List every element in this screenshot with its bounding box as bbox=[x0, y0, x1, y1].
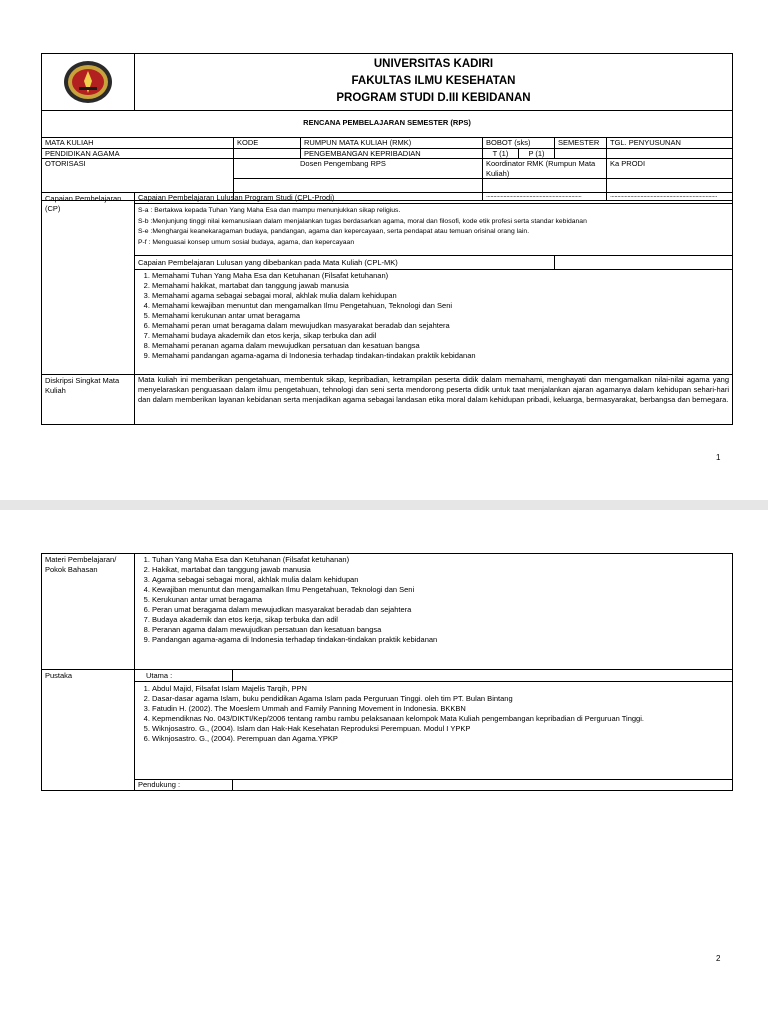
dosen-label: Dosen Pengembang RPS bbox=[234, 159, 483, 179]
page-number-1: 1 bbox=[716, 453, 721, 462]
kode-value bbox=[234, 148, 301, 159]
rmk-label: RUMPUN MATA KULIAH (RMK) bbox=[301, 138, 483, 149]
title-cell bbox=[135, 54, 733, 111]
document-title: RENCANA PEMBELAJARAN SEMESTER (RPS) bbox=[42, 111, 733, 138]
materi-item: 2. Hakikat, martabat dan tanggung jawab manusia bbox=[152, 565, 729, 575]
logo-cell bbox=[42, 54, 135, 111]
cpl-mk-item: 8. Memahami peranan agama dalam mewujudkan persatuan dan kesatuan bangsa bbox=[152, 341, 729, 351]
otorisasi-label: OTORISASI bbox=[42, 159, 234, 201]
cp-label: Capaian Pembelajaran (CP) bbox=[42, 193, 135, 375]
cpl-mk-ol bbox=[138, 271, 729, 361]
materi-pustaka-table bbox=[41, 553, 733, 791]
cpl-mk-item: 2. Memahami hakikat, martabat dan tanggung jawab manusia bbox=[152, 281, 729, 291]
page-gap bbox=[0, 500, 768, 510]
mk-value: PENDIDIKAN AGAMA bbox=[42, 148, 234, 159]
materi-ol bbox=[138, 555, 729, 645]
page-1 bbox=[0, 0, 768, 500]
pustaka-item: 2. Dasar-dasar agama Islam, buku pendidikan Agama Islam pada Perguruan Tinggi. oleh tim PT. Bulan Bintang bbox=[152, 694, 729, 704]
pustaka-item: 1. Abdul Majid, Filsafat Islam Majelis Tarqih, PPN bbox=[152, 684, 729, 694]
cpl-prodi-item: S-a : Bertakwa kepada Tuhan Yang Maha Esa dan mampu menunjukkan sikap religius. bbox=[138, 207, 401, 214]
cpl-prodi-list bbox=[135, 204, 733, 256]
utama-ol bbox=[138, 684, 729, 744]
koordinator-sign-dots: .................................................................. bbox=[486, 191, 582, 199]
cpl-mk-title: Capaian Pembelajaran Lulusan yang dibebankan pada Mata Kuliah (CPL-MK) bbox=[135, 256, 555, 270]
cpl-prodi-item: S-b :Menjunjung tinggi nilai kemanusiaan dalam menjalankan tugas berdasarkan agama, moral dan filosofi, kode etik profesi serta standar kebidanan bbox=[138, 217, 587, 225]
materi-item: 6. Peran umat beragama dalam mewujudkan masyarakat beradab dan sejahtera bbox=[152, 605, 729, 615]
materi-item: 3. Agama sebagai sebagai moral, akhlak mulia dalam kehidupan bbox=[152, 575, 729, 585]
faculty-name: FAKULTAS ILMU KESEHATAN bbox=[351, 75, 516, 87]
materi-list bbox=[135, 554, 733, 670]
semester-value bbox=[555, 148, 607, 159]
bobot-label: BOBOT (sks) bbox=[483, 138, 555, 149]
cpl-mk-item: 9. Memahami pandangan agama-agama di Indonesia terhadap tindakan-tindakan praktik kebidanan bbox=[152, 351, 729, 361]
cpl-mk-item: 1. Memahami Tuhan Yang Maha Esa dan Ketuhanan (Filsafat ketuhanan) bbox=[152, 271, 729, 281]
cpl-mk-item: 3. Memahami agama sebagai sebagai moral, akhlak mulia dalam kehidupan bbox=[152, 291, 729, 301]
cpl-prodi-title: Capaian Pembelajaran Lulusan Program Studi (CPL-Prodi) bbox=[135, 193, 733, 204]
utama-label: Utama : bbox=[135, 670, 233, 682]
pustaka-item: 3. Fatudin H. (2002). The Moeslem Ummah and Family Panning Movement in Indonesia. BKKBN bbox=[152, 704, 729, 714]
cpl-mk-item: 4. Memahami kewajiban menuntut dan mengamalkan Ilmu Pengetahuan, Teknologi dan Seni bbox=[152, 301, 729, 311]
mk-label: MATA KULIAH bbox=[42, 138, 234, 149]
cpl-mk-item: 5. Memahami kerukunan antar umat beragama bbox=[152, 311, 729, 321]
materi-label: Materi Pembelajaran/ Pokok Bahasan bbox=[42, 554, 135, 670]
materi-item: 4. Kewajiban menuntut dan mengamalkan Ilmu Pengetahuan, Teknologi dan Seni bbox=[152, 585, 729, 595]
materi-item: 8. Peranan agama dalam mewujudkan persatuan dan kesatuan bangsa bbox=[152, 625, 729, 635]
header-table bbox=[41, 53, 733, 138]
t-value: T (1) bbox=[483, 148, 519, 159]
university-logo bbox=[62, 59, 114, 105]
tgl-label: TGL. PENYUSUNAN bbox=[607, 138, 733, 149]
desc-text: Mata kuliah ini memberikan pengetahuan, membentuk sikap, kepribadian, ketrampilan peserta didik dalam memahami, menghayati dan mengamalkan nilai-nilai agama yang menyelaraskan penguasaan dalam ilmu pengetahuan, tehnologi dan seni serta mendorong peserta didik untuk taat menjalankan ajaran agamanya dalam kehidupan sehari-hari dan dalam memberikan layanan kebidanan serta menjadikan agama sebagai landasan etika moral dalam kehidupan pribadi, keluarga, bermasyarakat, berbangsa dan bernegara. bbox=[135, 375, 733, 425]
materi-item: 9. Pandangan agama-agama di Indonesia terhadap tindakan-tindakan praktik kebidanan bbox=[152, 635, 729, 645]
page-number-2: 2 bbox=[716, 954, 721, 963]
p-value: P (1) bbox=[519, 148, 555, 159]
materi-item: 5. Kerukunan antar umat beragama bbox=[152, 595, 729, 605]
utama-list bbox=[135, 682, 733, 780]
cpl-mk-item: 7. Memahami budaya akademik dan etos kerja, sikap terbuka dan adil bbox=[152, 331, 729, 341]
program-name: PROGRAM STUDI D.III KEBIDANAN bbox=[336, 92, 531, 104]
pustaka-item: 6. Wiknjosastro. G., (2004). Perempuan dan Agama.YPKP bbox=[152, 734, 729, 744]
materi-item: 1. Tuhan Yang Maha Esa dan Ketuhanan (Filsafat ketuhanan) bbox=[152, 555, 729, 565]
kaprodi-label: Ka PRODI bbox=[607, 159, 733, 179]
kaprodi-sign-dots: .......................................................................... bbox=[610, 191, 717, 199]
pustaka-label: Pustaka bbox=[42, 670, 135, 791]
page-2 bbox=[0, 510, 768, 1024]
cpl-prodi-item: S-e :Menghargai keanekaragaman budaya, pandangan, agama dan kepercayaan, serta pendapat atau temuan orisinal orang lain. bbox=[138, 228, 530, 235]
tgl-value bbox=[607, 148, 733, 159]
utama-blank bbox=[233, 670, 733, 682]
pustaka-item: 4. Kepmendiknas No. 043/DIKTI/Kep/2006 tentang rambu rambu pelaksanaan kelompok Mata Kuliah pengembangan kepribadian di Perguruan Tinggi. bbox=[152, 714, 729, 724]
kode-label: KODE bbox=[234, 138, 301, 149]
university-name: UNIVERSITAS KADIRI bbox=[373, 58, 494, 70]
rmk-value: PENGEMBANGAN KEPRIBADIAN bbox=[301, 148, 483, 159]
semester-label: SEMESTER bbox=[555, 138, 607, 149]
koordinator-label: Koordinator RMK (Rumpun Mata Kuliah) bbox=[483, 159, 607, 179]
cp-table bbox=[41, 192, 733, 425]
cpl-prodi-item: P-f : Menguasai konsep umum sosial budaya, agama, dan kepercayaan bbox=[138, 238, 355, 246]
cpl-mk-blank bbox=[555, 256, 733, 270]
pendukung-blank bbox=[233, 780, 733, 791]
pendukung-label: Pendukung : bbox=[135, 780, 233, 791]
cpl-mk-list bbox=[135, 270, 733, 375]
cpl-mk-item: 6. Memahami peran umat beragama dalam mewujudkan masyarakat beradab dan sejahtera bbox=[152, 321, 729, 331]
desc-label: Diskripsi Singkat Mata Kuliah bbox=[42, 375, 135, 425]
materi-item: 7. Budaya akademik dan etos kerja, sikap terbuka dan adil bbox=[152, 615, 729, 625]
pustaka-item: 5. Wiknjosastro. G., (2004). Islam dan Hak-Hak Kesehatan Reproduksi Perempuan. Modul I YPKP bbox=[152, 724, 729, 734]
